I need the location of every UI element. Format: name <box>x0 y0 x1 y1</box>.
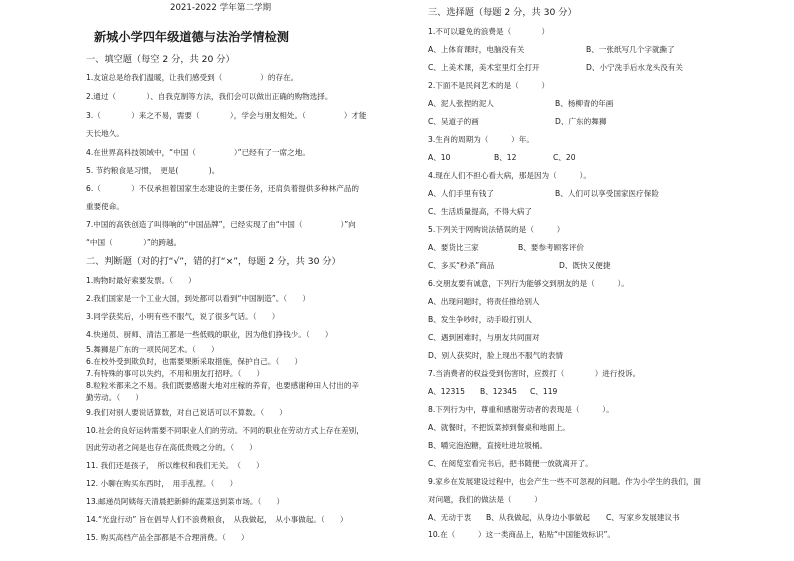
question-line: 3.生肖的周期为（ ）年。 <box>428 135 534 144</box>
question-line: 14.“光盘行动” 旨在倡导人们不浪费粮食， 从我做起， 从小事做起。（ ） <box>86 515 348 524</box>
answer-option: B、一张纸写几个字就撕了 <box>586 45 675 54</box>
answer-option: C、写家乡发展建议书 <box>606 513 680 522</box>
question-line: 3.（ ）来之不易，需要（ ），学会与朋友相处。（ ）才能 <box>86 111 367 120</box>
section-heading-multiple-choice: 三、选择题（每题 2 分，共 30 分） <box>428 7 577 18</box>
question-line: 8.粒粒米都来之不易。我们既要感谢大地对庄稼的养育，也要感谢种田人付出的辛 <box>86 381 360 390</box>
question-line: 4.快递员、厨师、清洁工都是一些低贱的职业，因为他们挣钱少。（ ） <box>86 330 333 339</box>
question-line: 10.在（ ）这一类商品上，粘贴“中国能效标识”。 <box>428 530 616 539</box>
section-heading-fill-blank: 一、填空题（每空 2 分，共 20 分） <box>86 54 235 65</box>
question-line: 5.下列关于网购说法错误的是（ ） <box>428 225 565 234</box>
question-line: 10.社会的良好运转需要不同职业人们的劳动。不同的职业在劳动方式上存在差别， <box>86 426 364 435</box>
question-line: 2.下面不是民间艺术的是（ ） <box>428 81 550 90</box>
answer-option: C、遇到困难时，与朋友共同面对 <box>428 333 540 342</box>
question-line: 9.我们对别人要说话算数，对自己说话可以不算数。（ ） <box>86 408 287 417</box>
question-line: 2.通过（ ）、自我克制等方法，我们会可以做出正确的购物选择。 <box>86 92 333 101</box>
answer-option: D、小宁洗手后水龙头没有关 <box>586 63 683 72</box>
answer-option: B、杨柳青的年画 <box>555 99 614 108</box>
answer-option: B、要参考顾客评价 <box>518 243 584 252</box>
question-line: 13.邮递员阿姨每天清晨把新鲜的蔬菜送到菜市场。（ ） <box>86 497 285 506</box>
answer-option: C、119 <box>530 387 558 396</box>
answer-option: A、人们手里有钱了 <box>428 189 494 198</box>
question-line: 12. 小聊在购买东西时， 用手乱捏。（ ） <box>86 479 238 488</box>
question-line: 1.友谊总是给我们温暖，让我们感受到（ ）的存在。 <box>86 73 299 82</box>
answer-option: B、12345 <box>480 387 517 396</box>
question-line: 因此劳动者之间是也存在高低贵贱之分的。（ ） <box>86 443 257 452</box>
question-line: 勤劳动。（ ） <box>86 393 143 402</box>
answer-option: B、发生争吵时，动手殴打别人 <box>428 315 532 324</box>
answer-option: A、就餐时，不把饭菜掉到餐桌和地面上。 <box>428 423 570 432</box>
question-line: 9.家乡在发展建设过程中，也会产生一些不可忽视的问题。作为小学生的我们，面 <box>428 477 702 486</box>
question-line: “中国（ ）”的跨越。 <box>86 238 182 247</box>
answer-option: C、20 <box>553 153 576 162</box>
answer-option: C、在阅览室看完书后，把书随便一放就离开了。 <box>428 459 593 468</box>
answer-option: A、泥人张捏的泥人 <box>428 99 494 108</box>
answer-option: C、吴道子的画 <box>428 117 479 126</box>
answer-option: D、广东的舞狮 <box>555 117 607 126</box>
answer-option: A、上体育课时，电脑没有关 <box>428 45 525 54</box>
answer-option: C、生活质量提高，不得大病了 <box>428 207 533 216</box>
question-line: 11. 我们还是孩子， 所以维权和我们无关。 （ ） <box>86 461 264 470</box>
answer-option: D、别人获奖时，脸上现出不服气的表情 <box>428 351 563 360</box>
answer-option: A、出现问题时，将责任推给别人 <box>428 297 540 306</box>
answer-option: A、无动于衷 <box>428 513 472 522</box>
answer-option: C、上美术课，美术室里灯全打开 <box>428 63 540 72</box>
answer-option: A、要货比三家 <box>428 243 479 252</box>
answer-option: B、人们可以享受国家医疗保险 <box>555 189 659 198</box>
question-line: 5. 节约粮食是习惯， 更是( )。 <box>86 166 220 175</box>
answer-option: B、从我做起，从身边小事做起 <box>486 513 590 522</box>
question-line: 天长地久。 <box>86 129 124 138</box>
question-line: 7.有特殊的事可以失约，不用和朋友打招呼。（ ） <box>86 369 265 378</box>
question-line: 6.交朋友要有诚意，下列行为能够交到朋友的是（ ）。 <box>428 279 629 288</box>
question-line: 8.下列行为中，尊重和感谢劳动者的表现是（ ）。 <box>428 405 614 414</box>
question-line: 2.我们国家是一个工业大国，到处都可以看到“中国制造”。（ ） <box>86 294 310 303</box>
question-line: 对问题，我们的做法是（ ） <box>428 495 542 504</box>
question-line: 1.不可以避免的浪费是（ ） <box>428 27 550 36</box>
answer-option: A、10 <box>428 153 451 162</box>
question-line: 4.现在人们不担心看大病，那是因为（ ）。 <box>428 171 591 180</box>
exam-title: 新城小学四年级道德与法治学情检测 <box>94 30 289 44</box>
answer-option: B、12 <box>494 153 517 162</box>
school-year: 2021-2022 学年第二学期 <box>170 3 272 13</box>
question-line: 重要使命。 <box>86 202 124 211</box>
question-line: 7.中国的高铁创造了叫得响的“中国品牌”，已经实现了由“中国（ ）”向 <box>86 220 356 229</box>
answer-option: A、12315 <box>428 387 465 396</box>
answer-option: C、多买“秒杀”商品 <box>428 261 495 270</box>
answer-option: B、嚼完泡泡糖，直接吐进垃圾桶。 <box>428 441 548 450</box>
question-line: 7.当消费者的权益受到伤害时，应拨打（ ）进行投诉。 <box>428 369 641 378</box>
answer-option: D、既快又便捷 <box>559 261 611 270</box>
question-line: 3.同学获奖后，小明有些不服气，说了很多气话。（ ） <box>86 312 280 321</box>
question-line: 6.在校外受到欺负时，也需要果断采取措施，保护自己。（ ） <box>86 357 303 366</box>
question-line: 4.在世界高科技领域中，“中国（ ）”已经有了一席之地。 <box>86 148 310 157</box>
question-line: 1.购物时最好索要发票。（ ） <box>86 276 196 285</box>
question-line: 15. 购买高档产品全部都是不合理消费。（ ） <box>86 533 249 542</box>
question-line: 5.舞狮是广东的一项民间艺术。（ ） <box>86 345 219 354</box>
section-heading-true-false: 二、判断题（对的打“√”，错的打“×”，每题 2 分，共 30 分） <box>86 256 341 267</box>
question-line: 6.（ ）不仅承担着国家生态建设的主要任务，还肩负着提供多种林产品的 <box>86 184 360 193</box>
